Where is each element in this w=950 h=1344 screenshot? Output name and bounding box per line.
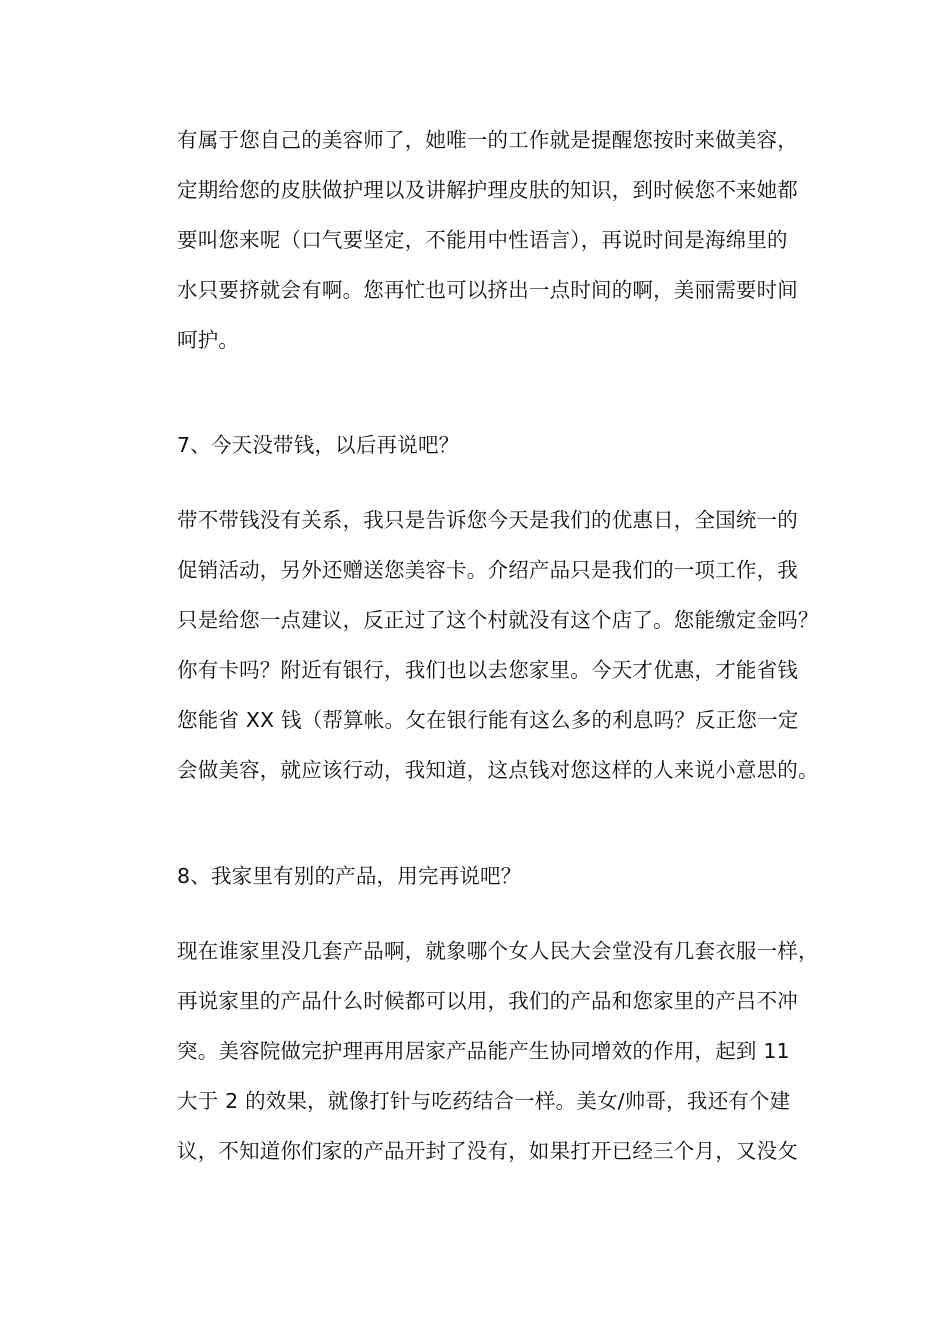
- section-8-heading: 8、我家里有别的产品，用完再说吧？: [177, 864, 522, 888]
- paragraph-line: 议，不知道你们家的产品开封了没有，如果打开已经三个月，又没攵: [177, 1139, 798, 1163]
- paragraph-line: 要叫您来呢（口气要坚定，不能用中性语言），再说时间是海绵里的: [177, 228, 788, 252]
- paragraph-line: 有属于您自己的美容师了，她唯一的工作就是提醒您按时来做美容，: [177, 128, 798, 152]
- paragraph-line: 水只要挤就会有啊。您再忙也可以挤出一点时间的啊，美丽需要时间: [177, 278, 798, 302]
- paragraph-line: 再说家里的产品什么时候都可以用，我们的产品和您家里的产吕不冲: [177, 989, 798, 1013]
- paragraph-line: 呵护。: [177, 328, 240, 352]
- paragraph-line: 大于 2 的效果，就像打针与吃药结合一样。美女/帅哥，我还有个建: [177, 1089, 791, 1113]
- paragraph-line: 你有卡吗？附近有银行，我们也以去您家里。今天才优惠，才能省钱: [177, 658, 798, 682]
- paragraph-line: 带不带钱没有关系，我只是告诉您今天是我们的优惠日，全国统一的: [177, 508, 798, 532]
- paragraph-line: 只是给您一点建议，反正过了这个村就没有这个店了。您能缴定金吗？: [177, 608, 819, 632]
- paragraph-line: 会做美容，就应该行动，我知道，这点钱对您这样的人来说小意思的。: [177, 758, 819, 782]
- paragraph-line: 现在谁家里没几套产品啊，就象哪个女人民大会堂没有几套衣服一样，: [177, 939, 819, 963]
- paragraph-line: 定期给您的皮肤做护理以及讲解护理皮肤的知识，到时候您不来她都: [177, 178, 798, 202]
- section-7-heading: 7、今天没带钱，以后再说吧？: [177, 433, 460, 457]
- paragraph-line: 您能省 XX 钱（帮算帐。攵在银行能有这么多的利息吗？反正您一定: [177, 708, 799, 732]
- paragraph-line: 突。美容院做完护理再用居家产品能产生协同增效的作用，起到 11: [177, 1039, 790, 1063]
- paragraph-line: 促销活动，另外还赠送您美容卡。介绍产品只是我们的一项工作，我: [177, 558, 798, 582]
